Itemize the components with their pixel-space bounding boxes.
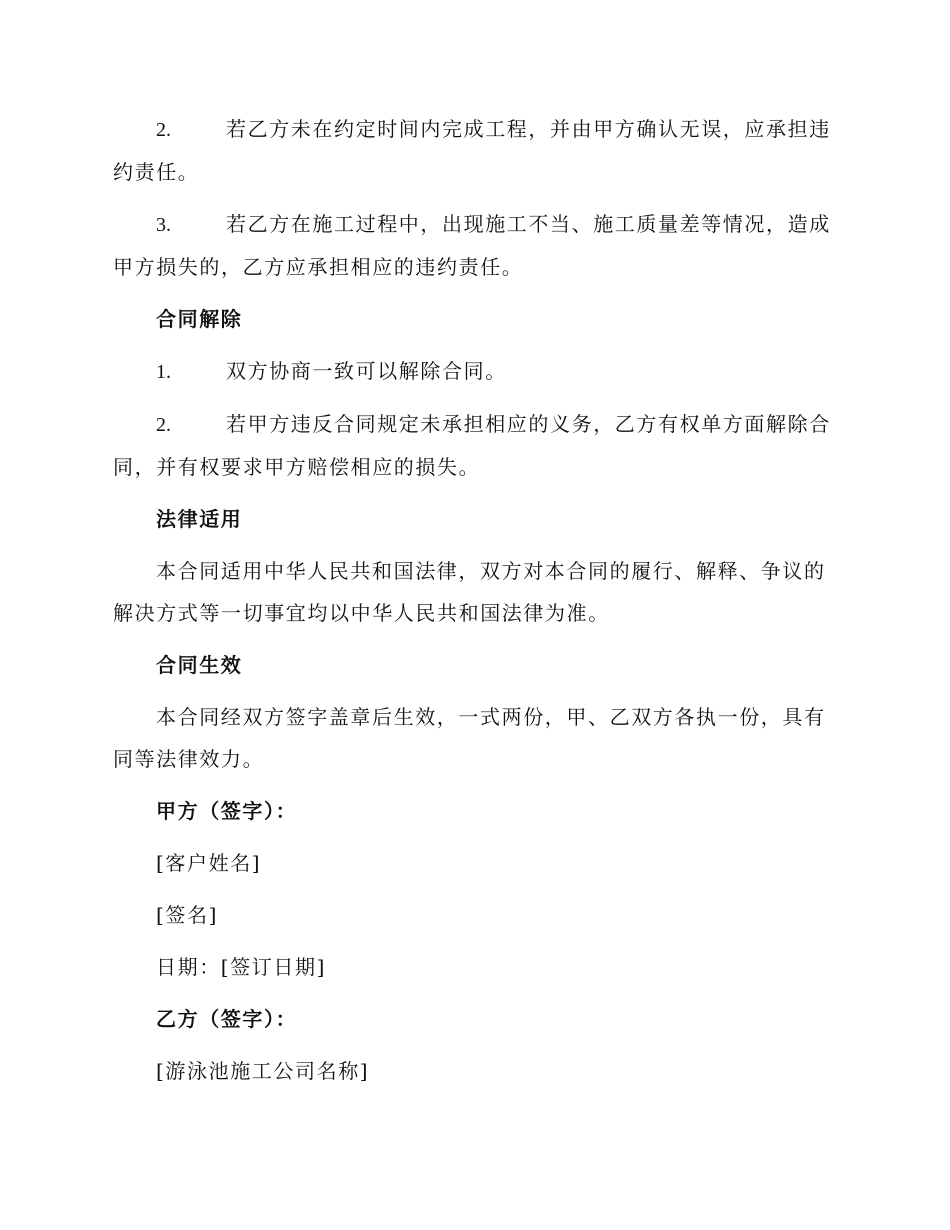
party-a-signature: [签名]	[156, 903, 219, 927]
party-a-date: 日期：[签订日期]	[156, 955, 327, 979]
effect-paragraph: 本合同经双方签字盖章后生效，一式两份，甲、乙双方各执一份，具有同等法律效力。	[113, 705, 826, 771]
clause-number: 3.	[156, 214, 171, 236]
breach-clause-3	[113, 203, 833, 288]
clause-number: 2.	[156, 119, 171, 141]
termination-clause-2	[113, 403, 833, 488]
party-a-heading: 甲方（签字）：	[156, 799, 298, 823]
document-body	[113, 108, 833, 1102]
law-heading: 法律适用	[156, 507, 243, 531]
party-b-name: [游泳池施工公司名称]	[156, 1059, 370, 1083]
breach-clause-2	[113, 108, 833, 193]
law-paragraph: 本合同适用中华人民共和国法律，双方对本合同的履行、解释、争议的解决方式等一切事宜均以中华人民共和国法律为准。	[113, 559, 826, 625]
clause-number: 1.	[156, 361, 171, 383]
clause-text: 若甲方违反合同规定未承担相应的义务，乙方有权单方面解除合同，并有权要求甲方赔偿相应的损失。	[113, 412, 831, 479]
party-b-heading: 乙方（签字）：	[156, 1007, 298, 1031]
clause-number: 2.	[156, 414, 171, 436]
termination-heading: 合同解除	[156, 307, 243, 331]
party-a-name: [客户姓名]	[156, 851, 262, 875]
termination-clause-1	[113, 350, 833, 393]
clause-text: 若乙方未在约定时间内完成工程，并由甲方确认无误，应承担违约责任。	[113, 117, 831, 184]
clause-text: 双方协商一致可以解除合同。	[226, 359, 507, 383]
clause-text: 若乙方在施工过程中，出现施工不当、施工质量差等情况，造成甲方损失的，乙方应承担相应的违约责任。	[113, 212, 831, 279]
effect-heading: 合同生效	[156, 653, 243, 677]
